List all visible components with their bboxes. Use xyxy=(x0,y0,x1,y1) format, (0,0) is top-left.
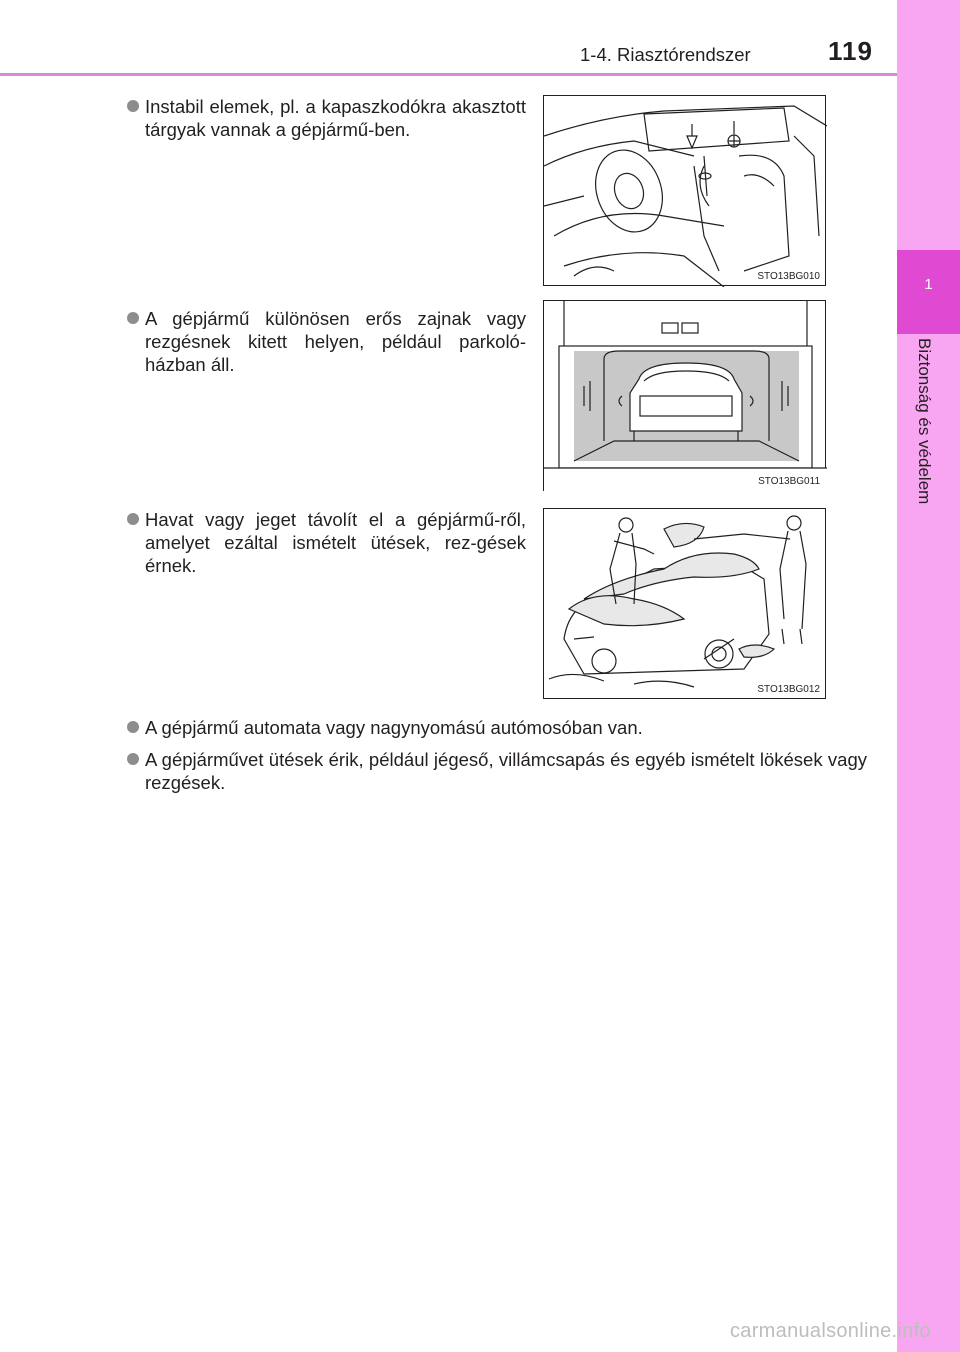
figure-parking-garage xyxy=(543,300,826,491)
bullet-dot-icon xyxy=(127,753,139,765)
figure-code: STO13BG010 xyxy=(757,271,820,282)
bullet-text: Havat vagy jeget távolít el a gépjármű-ről, amelyet ezáltal ismételt ütések, rez-gések érnek. xyxy=(145,509,526,576)
chapter-side-band xyxy=(897,0,960,1352)
figure-interior-hanging-items xyxy=(543,95,826,286)
bullet-dot-icon xyxy=(127,513,139,525)
section-title: 1-4. Riasztórendszer xyxy=(580,44,751,65)
bullet-dot-icon xyxy=(127,721,139,733)
bullet-dot-icon xyxy=(127,100,139,112)
bullet-text: A gépjárművet ütések érik, például jégeső, villámcsapás és egyéb ismételt lökések vagy rezgések. xyxy=(145,749,867,793)
watermark-text: carmanualsonline.info xyxy=(730,1320,931,1342)
bullet-text: A gépjármű különösen erős zajnak vagy rezgésnek kitett helyen, például parkoló-házban áll. xyxy=(145,308,526,375)
garage-illustration xyxy=(544,301,827,492)
figure-snow-removal xyxy=(543,508,826,699)
snow-removal-illustration xyxy=(544,509,827,700)
interior-illustration xyxy=(544,96,827,287)
header-rule xyxy=(0,73,897,76)
chapter-title: Biztonság és védelem xyxy=(915,338,934,505)
chapter-number: 1 xyxy=(924,276,933,293)
page-number: 119 xyxy=(828,36,873,66)
bullet-text: Instabil elemek, pl. a kapaszkodókra akasztott tárgyak vannak a gépjármű-ben. xyxy=(145,96,526,140)
figure-code: STO13BG012 xyxy=(757,684,820,695)
figure-code: STO13BG011 xyxy=(758,476,820,487)
bullet-dot-icon xyxy=(127,312,139,324)
bullet-text: A gépjármű automata vagy nagynyomású autómosóban van. xyxy=(145,717,643,738)
